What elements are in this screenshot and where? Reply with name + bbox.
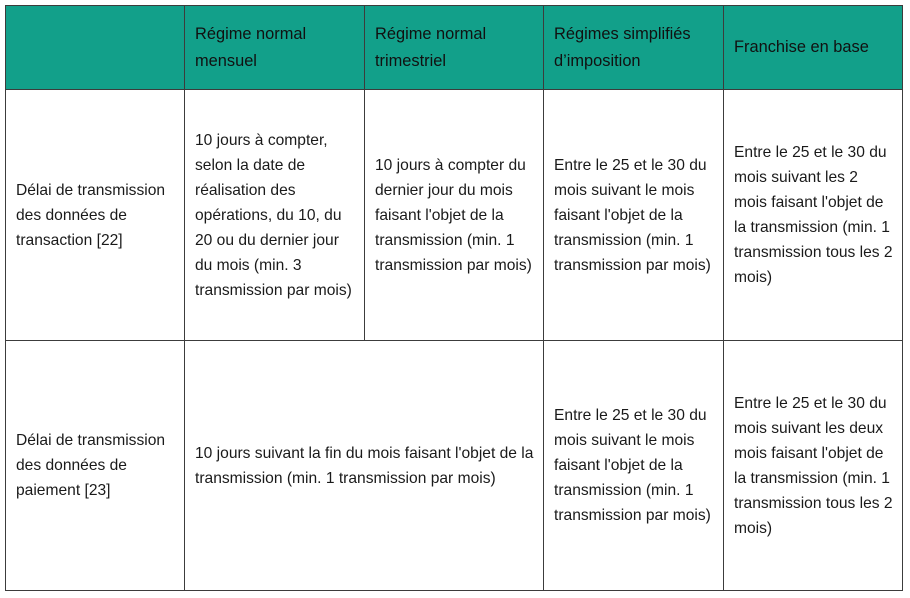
- table-cell: 10 jours à compter du dernier jour du mois faisant l'objet de la transmission (min. 1 transmission par mois): [365, 90, 544, 341]
- table-cell: 10 jours à compter, selon la date de réalisation des opérations, du 10, du 20 ou du dernier jour du mois (min. 3 transmission par mois): [185, 90, 365, 341]
- table-cell: Entre le 25 et le 30 du mois suivant le mois faisant l'objet de la transmission (min. 1 transmission par mois): [544, 341, 724, 591]
- table-cell-merged: 10 jours suivant la fin du mois faisant l'objet de la transmission (min. 1 transmission par mois): [185, 341, 544, 591]
- transmission-deadlines-table: [5, 5, 903, 591]
- table-header-row: [6, 6, 903, 90]
- header-regimes-simplifies: Régimes simplifiés d’imposition: [544, 6, 724, 90]
- row-label-transaction: Délai de transmission des données de transaction [22]: [6, 90, 185, 341]
- table-row: [6, 341, 903, 591]
- table-cell: Entre le 25 et le 30 du mois suivant les 2 mois faisant l'objet de la transmission (min. 1 transmission tous les 2 mois): [724, 90, 903, 341]
- header-corner-cell: [6, 6, 185, 90]
- header-regime-normal-mensuel: Régime normal mensuel: [185, 6, 365, 90]
- header-regime-normal-trimestriel: Régime normal trimestriel: [365, 6, 544, 90]
- table-row: [6, 90, 903, 341]
- table-cell: Entre le 25 et le 30 du mois suivant le mois faisant l'objet de la transmission (min. 1 transmission par mois): [544, 90, 724, 341]
- table-cell: Entre le 25 et le 30 du mois suivant les deux mois faisant l'objet de la transmission (min. 1 transmission tous les 2 mois): [724, 341, 903, 591]
- header-franchise-en-base: Franchise en base: [724, 6, 903, 90]
- row-label-paiement: Délai de transmission des données de paiement [23]: [6, 341, 185, 591]
